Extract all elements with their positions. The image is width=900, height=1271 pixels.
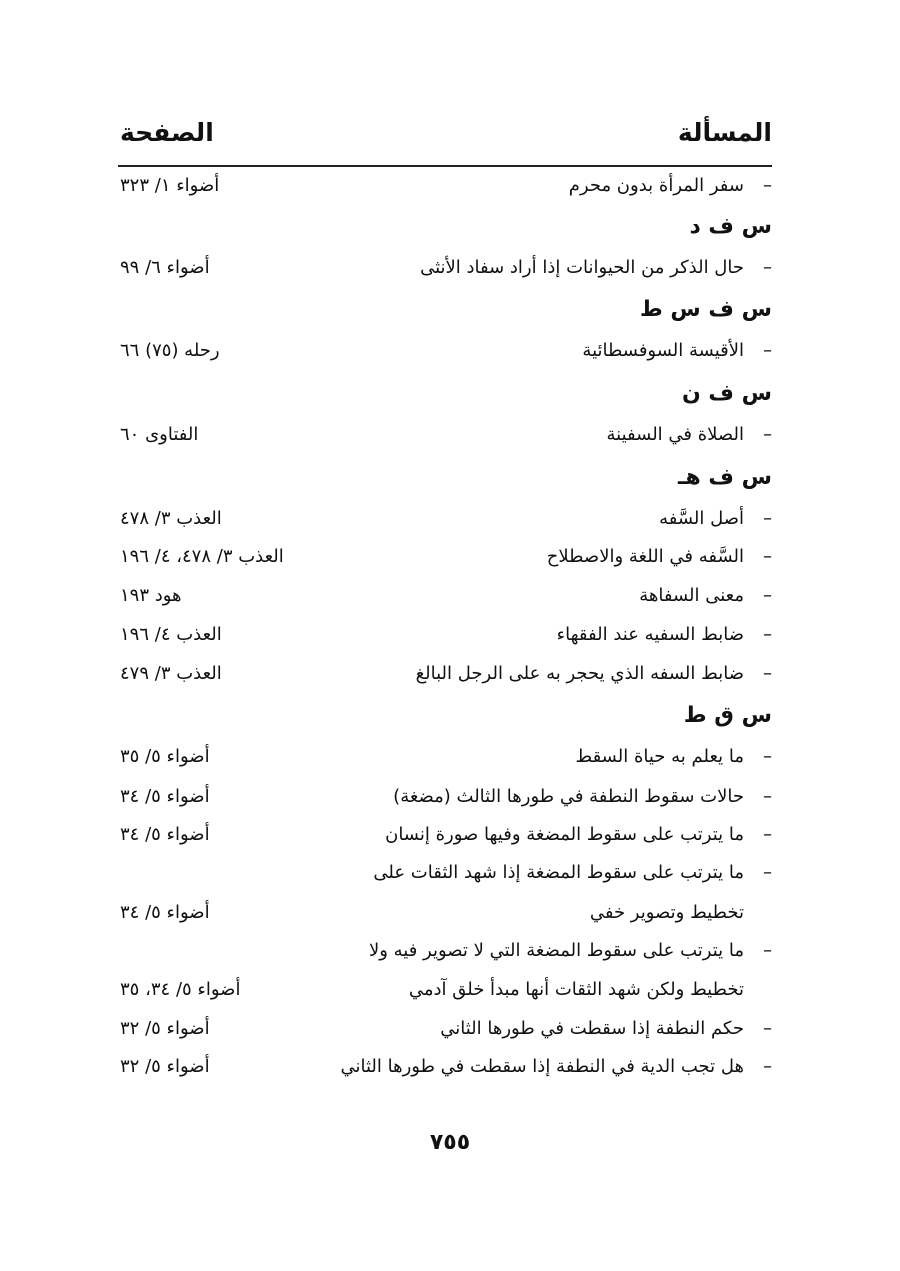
- entry-ref: هود ١٩٣: [120, 585, 182, 606]
- entry-text: ما يترتب على سقوط المضغة وفيها صورة إنسان: [385, 824, 744, 845]
- entry-ref: رحله (٧٥) ٦٦: [120, 340, 220, 361]
- entry-ref: أضواء ٦/ ٩٩: [120, 257, 210, 278]
- index-entry: –ما يعلم به حياة السقط أضواء ٥/ ٣٥: [120, 746, 772, 767]
- index-entry-multiline: –ما يترتب على سقوط المضغة إذا شهد الثقات على: [373, 862, 772, 883]
- entry-ref: العذب ٣/ ٤٧٨: [120, 508, 222, 529]
- index-entry: –سفر المرأة بدون محرم أضواء ١/ ٣٢٣: [120, 175, 772, 196]
- entry-text: ما يترتب على سقوط المضغة التي لا تصوير فيه ولا: [368, 940, 744, 961]
- index-entry: –ما يترتب على سقوط المضغة وفيها صورة إنسان أضواء ٥/ ٣٤: [120, 824, 772, 845]
- entry-text: سفر المرأة بدون محرم: [568, 175, 744, 196]
- index-entry: –ضابط السفيه عند الفقهاء العذب ٤/ ١٩٦: [120, 624, 772, 645]
- entry-ref: العذب ٣/ ٤٧٨، ٤/ ١٩٦: [120, 546, 284, 567]
- group-heading: س ف ن: [681, 381, 772, 406]
- group-heading: س ف د: [689, 214, 772, 239]
- entry-text: حال الذكر من الحيوانات إذا أراد سفاد الأنثى: [420, 257, 744, 278]
- column-header-page: الصفحة: [120, 118, 214, 147]
- index-entry: –معنى السفاهة هود ١٩٣: [120, 585, 772, 606]
- entry-text-cont: تخطيط ولكن شهد الثقات أنها مبدأ خلق آدمي: [408, 979, 744, 1000]
- index-entry-continuation: [118, 902, 772, 938]
- entry-ref: الفتاوى ٦٠: [120, 424, 199, 445]
- entry-text: الصلاة في السفينة: [606, 424, 744, 445]
- entry-text: حالات سقوط النطفة في طورها الثالث (مضغة): [393, 786, 744, 807]
- entry-text: معنى السفاهة: [639, 585, 744, 606]
- index-entry: –حال الذكر من الحيوانات إذا أراد سفاد الأنثى أضواء ٦/ ٩٩: [120, 257, 772, 278]
- entry-ref: العذب ٣/ ٤٧٩: [120, 663, 222, 684]
- group-heading: س ف هـ: [677, 465, 772, 490]
- entry-text: ما يعلم به حياة السقط: [575, 746, 744, 767]
- index-entry: –الصلاة في السفينة الفتاوى ٦٠: [120, 424, 772, 445]
- group-heading: س ق ط: [683, 703, 772, 728]
- entry-text: ما يترتب على سقوط المضغة إذا شهد الثقات على: [373, 862, 744, 883]
- entry-ref: أضواء ٥/ ٣٤: [120, 902, 210, 923]
- page-number: ٧٥٥: [429, 1130, 471, 1155]
- entry-text: حكم النطفة إذا سقطت في طورها الثاني: [440, 1018, 744, 1039]
- entry-ref: أضواء ٥/ ٣٢: [120, 1018, 210, 1039]
- index-entry: –هل تجب الدية في النطفة إذا سقطت في طورها الثاني أضواء ٥/ ٣٢: [120, 1056, 772, 1077]
- entry-ref: أضواء ٥/ ٣٢: [120, 1056, 210, 1077]
- index-entry: –السَّفه في اللغة والاصطلاح العذب ٣/ ٤٧٨، ٤/ ١٩٦: [120, 546, 772, 567]
- index-entry: –حالات سقوط النطفة في طورها الثالث (مضغة) أضواء ٥/ ٣٤: [120, 786, 772, 807]
- index-entry: –الأقيسة السوفسطائية رحله (٧٥) ٦٦: [120, 340, 772, 361]
- entry-text: ضابط السفيه عند الفقهاء: [556, 624, 744, 645]
- entry-text: هل تجب الدية في النطفة إذا سقطت في طورها الثاني: [340, 1056, 744, 1077]
- entry-ref: أضواء ٥/ ٣٤، ٣٥: [120, 979, 241, 1000]
- entry-text: السَّفه في اللغة والاصطلاح: [546, 546, 744, 567]
- entry-ref: أضواء ٥/ ٣٤: [120, 786, 210, 807]
- entry-text: ضابط السفه الذي يحجر به على الرجل البالغ: [415, 663, 744, 684]
- entry-ref: العذب ٤/ ١٩٦: [120, 624, 222, 645]
- header-rule: [118, 165, 772, 167]
- entry-text: أصل السَّفه: [659, 508, 744, 529]
- index-entry: –حكم النطفة إذا سقطت في طورها الثاني أضواء ٥/ ٣٢: [120, 1018, 772, 1039]
- group-heading: س ف س ط: [639, 297, 772, 322]
- entry-text-cont: تخطيط وتصوير خفي: [589, 902, 744, 923]
- column-header-topic: المسألة: [677, 118, 772, 147]
- entry-text: الأقيسة السوفسطائية: [582, 340, 744, 361]
- entry-ref: أضواء ١/ ٣٢٣: [120, 175, 220, 196]
- entry-ref: أضواء ٥/ ٣٥: [120, 746, 210, 767]
- index-entry: –أصل السَّفه العذب ٣/ ٤٧٨: [120, 508, 772, 529]
- index-entry-multiline: –ما يترتب على سقوط المضغة التي لا تصوير فيه ولا: [368, 940, 772, 961]
- index-entry: –ضابط السفه الذي يحجر به على الرجل البالغ العذب ٣/ ٤٧٩: [120, 663, 772, 684]
- index-entry-continuation: [118, 979, 772, 1015]
- entry-ref: أضواء ٥/ ٣٤: [120, 824, 210, 845]
